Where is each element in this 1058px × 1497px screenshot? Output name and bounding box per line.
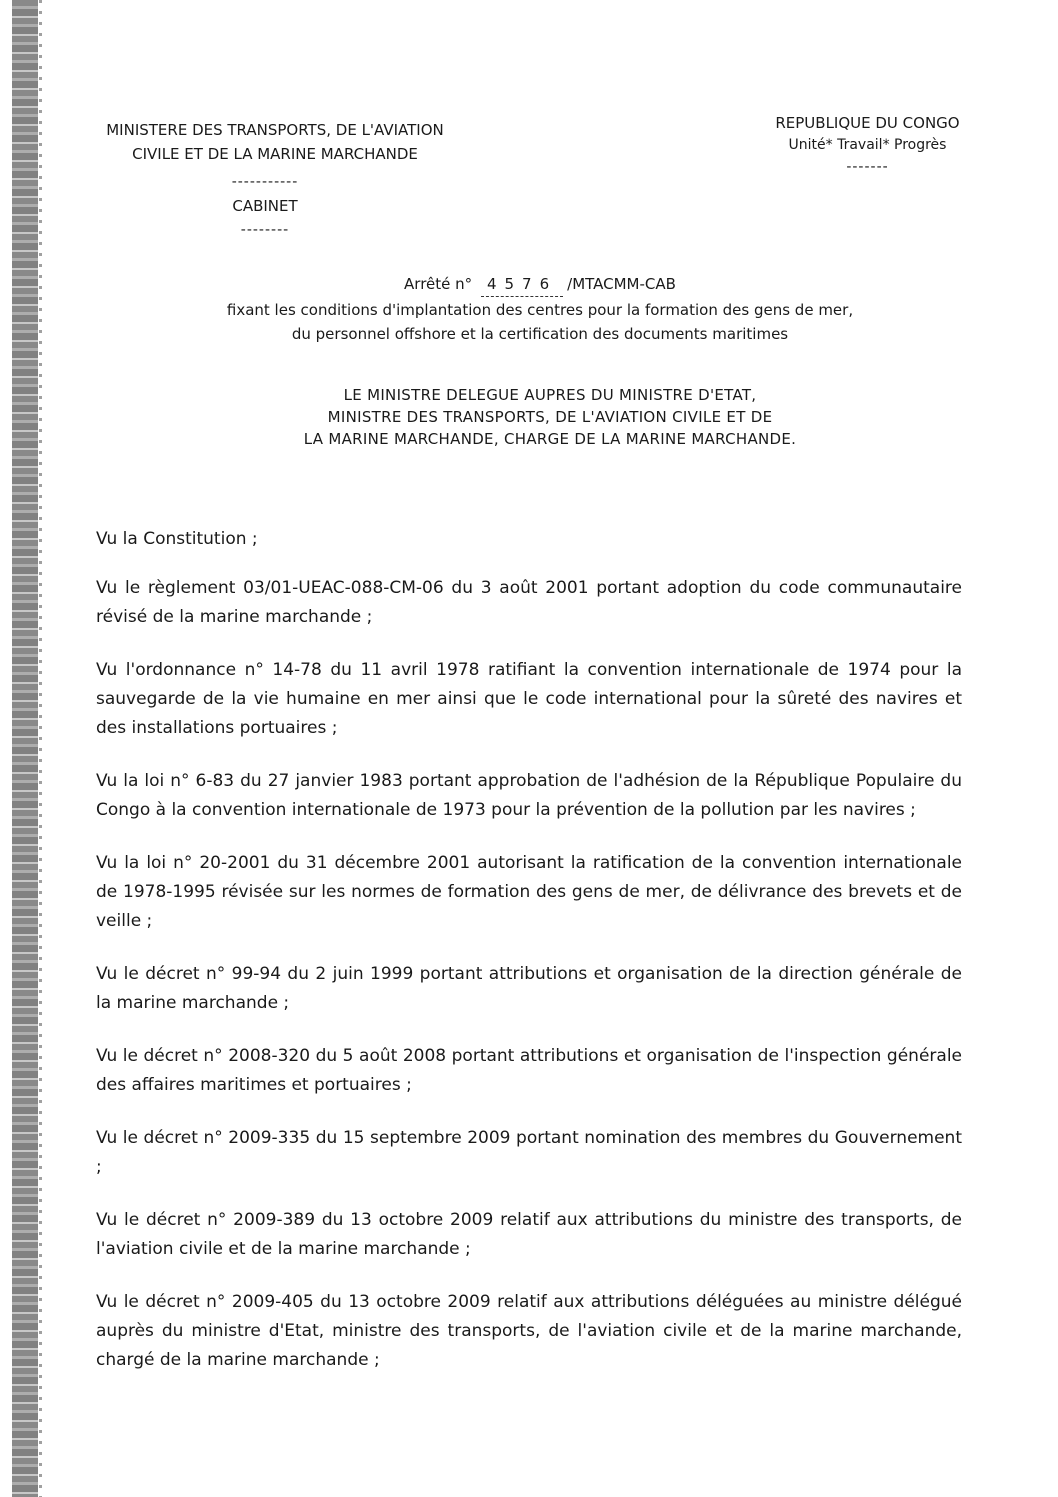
republic-name: REPUBLIQUE DU CONGO: [775, 114, 960, 132]
visa-paragraph: Vu le règlement 03/01-UEAC-088-CM-06 du 3 août 2001 portant adoption du code communautaire révisé de la marine marchande ;: [96, 578, 962, 627]
visa-paragraph: Vu le décret n° 2008-320 du 5 août 2008 portant attributions et organisation de l'inspection générale des affaires maritimes et portuaires ;: [96, 1046, 962, 1095]
arrete-prefix: Arrêté n°: [404, 275, 473, 293]
minister-line-1: LE MINISTRE DELEGUE AUPRES DU MINISTRE D'ETAT,: [343, 386, 757, 404]
arrete-number: 4576: [481, 272, 563, 297]
minister-line-2: MINISTRE DES TRANSPORTS, DE L'AVIATION CIVILE ET DE: [327, 408, 773, 426]
visa-paragraph: Vu la Constitution ;: [96, 529, 258, 549]
visa-paragraph: Vu le décret n° 99-94 du 2 juin 1999 portant attributions et organisation de la direction générale de la marine marchande ;: [96, 964, 962, 1013]
minister-heading: [170, 384, 930, 450]
arrete-subtitle: [130, 298, 950, 346]
visa-paragraph: Vu l'ordonnance n° 14-78 du 11 avril 1978 ratifiant la convention internationale de 1974 pour la sauvegarde de la vie humaine en mer ainsi que le code international pour la sûreté des navires et des installations portuaires ;: [96, 660, 962, 738]
separator-1: -----------: [231, 174, 299, 190]
visa-paragraph: Vu la loi n° 6-83 du 27 janvier 1983 portant approbation de l'adhésion de la République Populaire du Congo à la convention internationale de 1973 pour la prévention de la pollution par les navires ;: [96, 771, 962, 820]
ministry-line-2: CIVILE ET DE LA MARINE MARCHANDE: [132, 145, 418, 163]
arrete-title: [100, 272, 980, 297]
separator-3: -------: [846, 159, 889, 175]
ministry-header: [70, 118, 480, 166]
cabinet-label: CABINET: [232, 197, 298, 215]
cabinet-block: [200, 170, 330, 242]
national-motto: Unité* Travail* Progrès: [788, 137, 947, 153]
subtitle-line-2: du personnel offshore et la certification des documents maritimes: [291, 325, 789, 343]
visas-list: [96, 525, 962, 1399]
visa-paragraph: Vu la loi n° 20-2001 du 31 décembre 2001 autorisant la ratification de la convention internationale de 1978-1995 révisée sur les normes de formation des gens de mer, de délivrance des brevets et de veille ;: [96, 853, 962, 931]
visa-paragraph: Vu le décret n° 2009-389 du 13 octobre 2009 relatif aux attributions du ministre des transports, de l'aviation civile et de la marine marchande ;: [96, 1210, 962, 1259]
visa-paragraph: Vu le décret n° 2009-335 du 15 septembre 2009 portant nomination des membres du Gouvernement ;: [96, 1128, 962, 1177]
separator-2: --------: [240, 222, 290, 238]
arrete-suffix: /MTACMM-CAB: [567, 275, 676, 293]
republic-header: [740, 112, 995, 178]
minister-line-3: LA MARINE MARCHANDE, CHARGE DE LA MARINE MARCHANDE.: [303, 430, 797, 448]
subtitle-line-1: fixant les conditions d'implantation des centres pour la formation des gens de mer,: [226, 301, 854, 319]
scan-edge-artifact: [12, 0, 38, 1497]
visa-paragraph: Vu le décret n° 2009-405 du 13 octobre 2009 relatif aux attributions déléguées au ministre délégué auprès du ministre d'Etat, ministre des transports, de l'aviation civile et de la marine marchande, chargé de la marine marchande ;: [96, 1292, 962, 1370]
ministry-line-1: MINISTERE DES TRANSPORTS, DE L'AVIATION: [106, 121, 444, 139]
